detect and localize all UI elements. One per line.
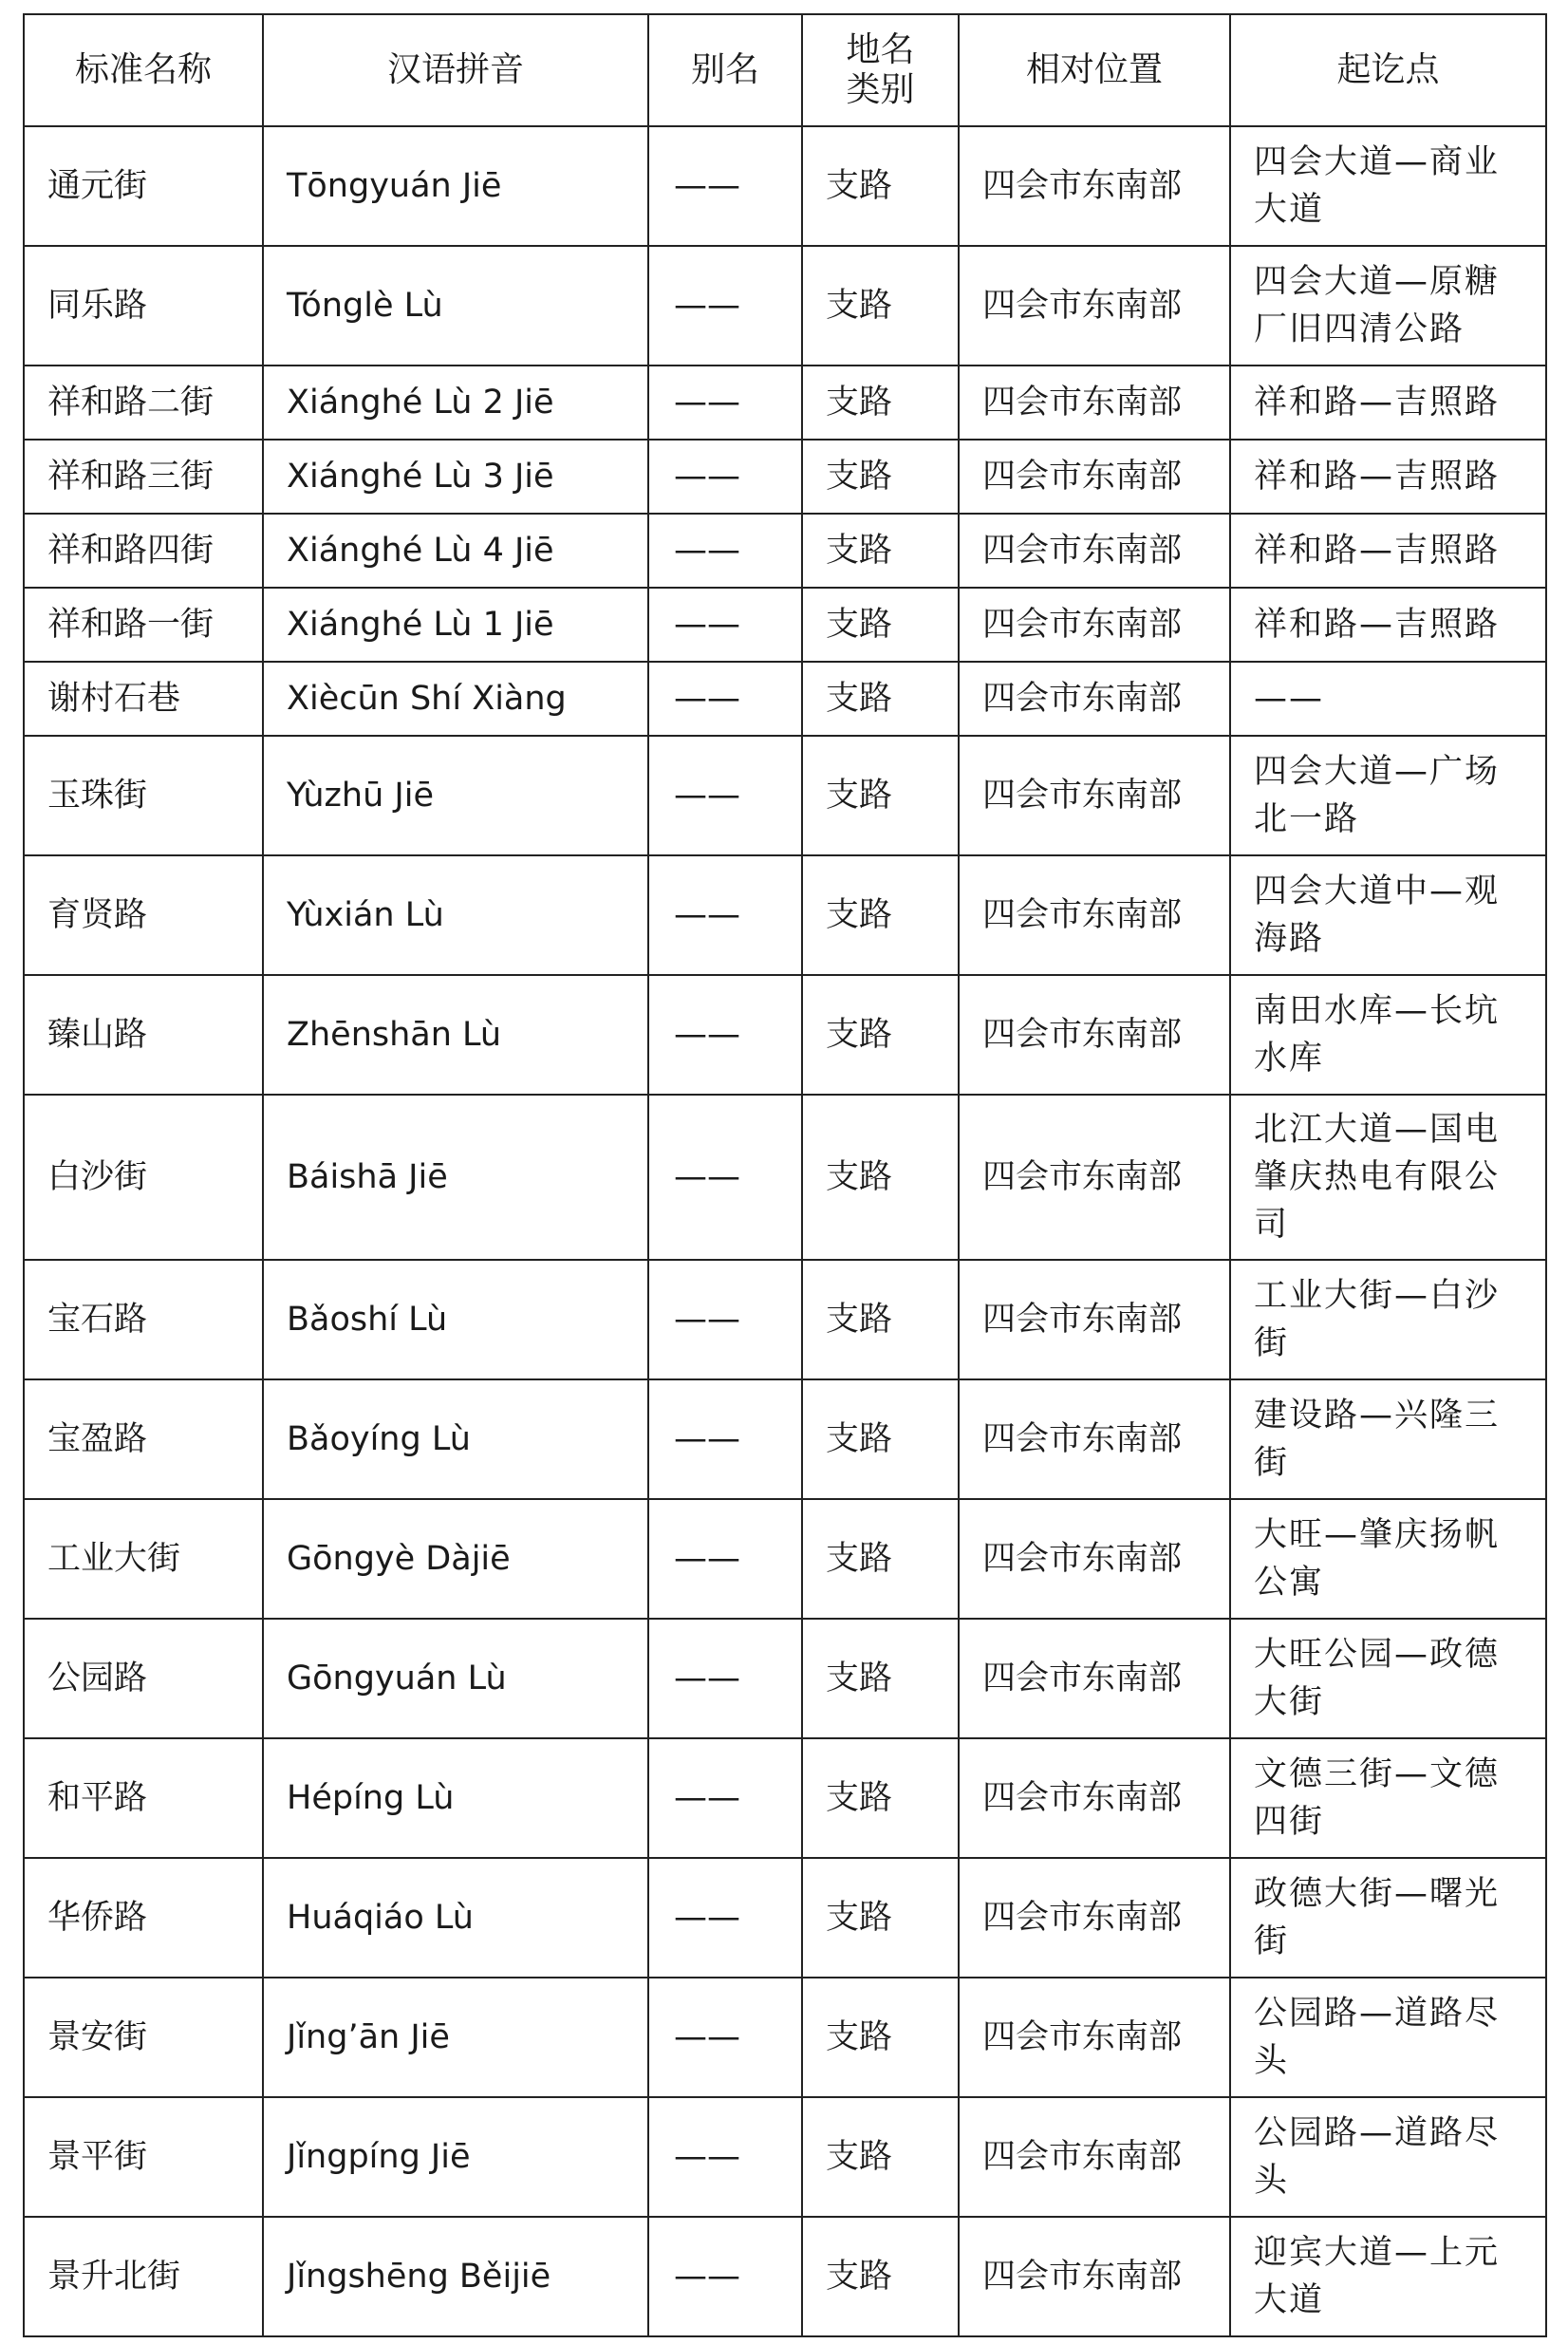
cell-standard-name: 和平路 <box>24 1738 263 1858</box>
cell-start-end: 四会大道中—观海路 <box>1230 855 1546 975</box>
table-row <box>24 2217 1546 2336</box>
cell-start-end: 政德大街—曙光街 <box>1230 1858 1546 1978</box>
cell-place-type: 支路 <box>802 1858 959 1978</box>
cell-place-type: 支路 <box>802 1379 959 1499</box>
table-row <box>24 1978 1546 2097</box>
cell-pinyin: Jǐngpíng Jiē <box>263 2097 648 2217</box>
cell-alias: —— <box>648 1738 802 1858</box>
cell-start-end: —— <box>1230 662 1546 736</box>
cell-start-end: 迎宾大道—上元大道 <box>1230 2217 1546 2336</box>
cell-standard-name: 通元街 <box>24 126 263 246</box>
table-row <box>24 736 1546 855</box>
cell-relative-location: 四会市东南部 <box>959 736 1230 855</box>
header-standard-name: 标准名称 <box>24 14 263 126</box>
cell-pinyin: Xiánghé Lù 4 Jiē <box>263 514 648 588</box>
cell-standard-name: 玉珠街 <box>24 736 263 855</box>
table-row <box>24 126 1546 246</box>
cell-relative-location: 四会市东南部 <box>959 975 1230 1095</box>
cell-standard-name: 宝盈路 <box>24 1379 263 1499</box>
table-row <box>24 975 1546 1095</box>
cell-alias: —— <box>648 1978 802 2097</box>
cell-pinyin: Bǎoshí Lù <box>263 1260 648 1379</box>
cell-standard-name: 华侨路 <box>24 1858 263 1978</box>
table-row <box>24 1499 1546 1619</box>
cell-place-type: 支路 <box>802 1619 959 1738</box>
cell-pinyin: Xiècūn Shí Xiàng <box>263 662 648 736</box>
cell-standard-name: 同乐路 <box>24 246 263 366</box>
cell-start-end: 建设路—兴隆三街 <box>1230 1379 1546 1499</box>
cell-alias: —— <box>648 1379 802 1499</box>
cell-place-type: 支路 <box>802 975 959 1095</box>
cell-alias: —— <box>648 1619 802 1738</box>
cell-start-end: 北江大道—国电肇庆热电有限公司 <box>1230 1095 1546 1260</box>
cell-standard-name: 祥和路二街 <box>24 366 263 440</box>
cell-standard-name: 祥和路一街 <box>24 588 263 662</box>
header-relative-location: 相对位置 <box>959 14 1230 126</box>
header-alias: 别名 <box>648 14 802 126</box>
cell-start-end: 南田水库—长坑水库 <box>1230 975 1546 1095</box>
table-row <box>24 662 1546 736</box>
cell-relative-location: 四会市东南部 <box>959 855 1230 975</box>
cell-start-end: 大旺—肇庆扬帆公寓 <box>1230 1499 1546 1619</box>
table-row <box>24 1379 1546 1499</box>
table-row <box>24 1619 1546 1738</box>
cell-place-type: 支路 <box>802 736 959 855</box>
cell-relative-location: 四会市东南部 <box>959 246 1230 366</box>
cell-pinyin: Tōngyuán Jiē <box>263 126 648 246</box>
cell-place-type: 支路 <box>802 1499 959 1619</box>
header-place-type <box>802 14 959 126</box>
cell-alias: —— <box>648 736 802 855</box>
cell-start-end: 祥和路—吉照路 <box>1230 366 1546 440</box>
cell-relative-location: 四会市东南部 <box>959 1619 1230 1738</box>
cell-place-type: 支路 <box>802 246 959 366</box>
cell-standard-name: 景升北街 <box>24 2217 263 2336</box>
cell-standard-name: 祥和路四街 <box>24 514 263 588</box>
cell-relative-location: 四会市东南部 <box>959 1499 1230 1619</box>
cell-relative-location: 四会市东南部 <box>959 126 1230 246</box>
cell-start-end: 祥和路—吉照路 <box>1230 514 1546 588</box>
table-body <box>24 126 1546 2336</box>
cell-standard-name: 景平街 <box>24 2097 263 2217</box>
header-place-type-line1: 地名 <box>846 30 915 69</box>
table-row <box>24 514 1546 588</box>
cell-relative-location: 四会市东南部 <box>959 662 1230 736</box>
cell-relative-location: 四会市东南部 <box>959 2097 1230 2217</box>
table-row <box>24 1260 1546 1379</box>
header-start-end: 起讫点 <box>1230 14 1546 126</box>
cell-standard-name: 宝石路 <box>24 1260 263 1379</box>
cell-place-type: 支路 <box>802 126 959 246</box>
table-row <box>24 2097 1546 2217</box>
cell-alias: —— <box>648 2217 802 2336</box>
cell-start-end: 祥和路—吉照路 <box>1230 440 1546 514</box>
cell-relative-location: 四会市东南部 <box>959 1095 1230 1260</box>
header-pinyin: 汉语拼音 <box>263 14 648 126</box>
cell-relative-location: 四会市东南部 <box>959 514 1230 588</box>
cell-place-type: 支路 <box>802 366 959 440</box>
table-row <box>24 440 1546 514</box>
cell-start-end: 文德三街—文德四街 <box>1230 1738 1546 1858</box>
cell-alias: —— <box>648 246 802 366</box>
cell-relative-location: 四会市东南部 <box>959 1978 1230 2097</box>
table-row <box>24 246 1546 366</box>
cell-alias: —— <box>648 1260 802 1379</box>
cell-relative-location: 四会市东南部 <box>959 1858 1230 1978</box>
cell-pinyin: Tónglè Lù <box>263 246 648 366</box>
cell-standard-name: 景安街 <box>24 1978 263 2097</box>
cell-alias: —— <box>648 855 802 975</box>
cell-alias: —— <box>648 126 802 246</box>
cell-alias: —— <box>648 1499 802 1619</box>
cell-standard-name: 工业大街 <box>24 1499 263 1619</box>
cell-standard-name: 祥和路三街 <box>24 440 263 514</box>
cell-relative-location: 四会市东南部 <box>959 366 1230 440</box>
cell-relative-location: 四会市东南部 <box>959 440 1230 514</box>
cell-start-end: 四会大道—原糖厂旧四清公路 <box>1230 246 1546 366</box>
cell-pinyin: Xiánghé Lù 3 Jiē <box>263 440 648 514</box>
table-row <box>24 366 1546 440</box>
cell-pinyin: Zhēnshān Lù <box>263 975 648 1095</box>
cell-start-end: 四会大道—广场北一路 <box>1230 736 1546 855</box>
cell-alias: —— <box>648 975 802 1095</box>
cell-place-type: 支路 <box>802 855 959 975</box>
cell-start-end: 四会大道—商业大道 <box>1230 126 1546 246</box>
cell-place-type: 支路 <box>802 2097 959 2217</box>
cell-place-type: 支路 <box>802 1260 959 1379</box>
cell-pinyin: Huáqiáo Lù <box>263 1858 648 1978</box>
cell-place-type: 支路 <box>802 1978 959 2097</box>
cell-place-type: 支路 <box>802 514 959 588</box>
cell-relative-location: 四会市东南部 <box>959 1379 1230 1499</box>
cell-pinyin: Xiánghé Lù 1 Jiē <box>263 588 648 662</box>
cell-start-end: 公园路—道路尽头 <box>1230 1978 1546 2097</box>
cell-start-end: 公园路—道路尽头 <box>1230 2097 1546 2217</box>
cell-alias: —— <box>648 1095 802 1260</box>
cell-pinyin: Yùxián Lù <box>263 855 648 975</box>
cell-pinyin: Báishā Jiē <box>263 1095 648 1260</box>
cell-alias: —— <box>648 662 802 736</box>
table-row <box>24 1738 1546 1858</box>
table-row <box>24 855 1546 975</box>
table-row <box>24 588 1546 662</box>
cell-pinyin: Jǐng’ān Jiē <box>263 1978 648 2097</box>
table-row <box>24 1858 1546 1978</box>
cell-place-type: 支路 <box>802 662 959 736</box>
cell-relative-location: 四会市东南部 <box>959 1260 1230 1379</box>
cell-start-end: 祥和路—吉照路 <box>1230 588 1546 662</box>
cell-alias: —— <box>648 440 802 514</box>
cell-alias: —— <box>648 366 802 440</box>
cell-alias: —— <box>648 2097 802 2217</box>
header-row <box>24 14 1546 126</box>
cell-place-type: 支路 <box>802 2217 959 2336</box>
cell-standard-name: 白沙街 <box>24 1095 263 1260</box>
header-place-type-line2: 类别 <box>846 70 915 109</box>
cell-place-type: 支路 <box>802 588 959 662</box>
cell-pinyin: Gōngyuán Lù <box>263 1619 648 1738</box>
cell-alias: —— <box>648 1858 802 1978</box>
cell-relative-location: 四会市东南部 <box>959 2217 1230 2336</box>
cell-place-type: 支路 <box>802 1738 959 1858</box>
cell-start-end: 工业大街—白沙街 <box>1230 1260 1546 1379</box>
cell-standard-name: 谢村石巷 <box>24 662 263 736</box>
cell-place-type: 支路 <box>802 440 959 514</box>
cell-alias: —— <box>648 588 802 662</box>
cell-relative-location: 四会市东南部 <box>959 1738 1230 1858</box>
cell-pinyin: Bǎoyíng Lù <box>263 1379 648 1499</box>
cell-place-type: 支路 <box>802 1095 959 1260</box>
table-row <box>24 1095 1546 1260</box>
cell-pinyin: Gōngyè Dàjiē <box>263 1499 648 1619</box>
cell-pinyin: Xiánghé Lù 2 Jiē <box>263 366 648 440</box>
cell-pinyin: Jǐngshēng Běijiē <box>263 2217 648 2336</box>
cell-alias: —— <box>648 514 802 588</box>
cell-pinyin: Yùzhū Jiē <box>263 736 648 855</box>
cell-pinyin: Hépíng Lù <box>263 1738 648 1858</box>
cell-standard-name: 臻山路 <box>24 975 263 1095</box>
cell-standard-name: 公园路 <box>24 1619 263 1738</box>
cell-standard-name: 育贤路 <box>24 855 263 975</box>
cell-relative-location: 四会市东南部 <box>959 588 1230 662</box>
place-names-table <box>23 13 1547 2337</box>
cell-start-end: 大旺公园—政德大街 <box>1230 1619 1546 1738</box>
